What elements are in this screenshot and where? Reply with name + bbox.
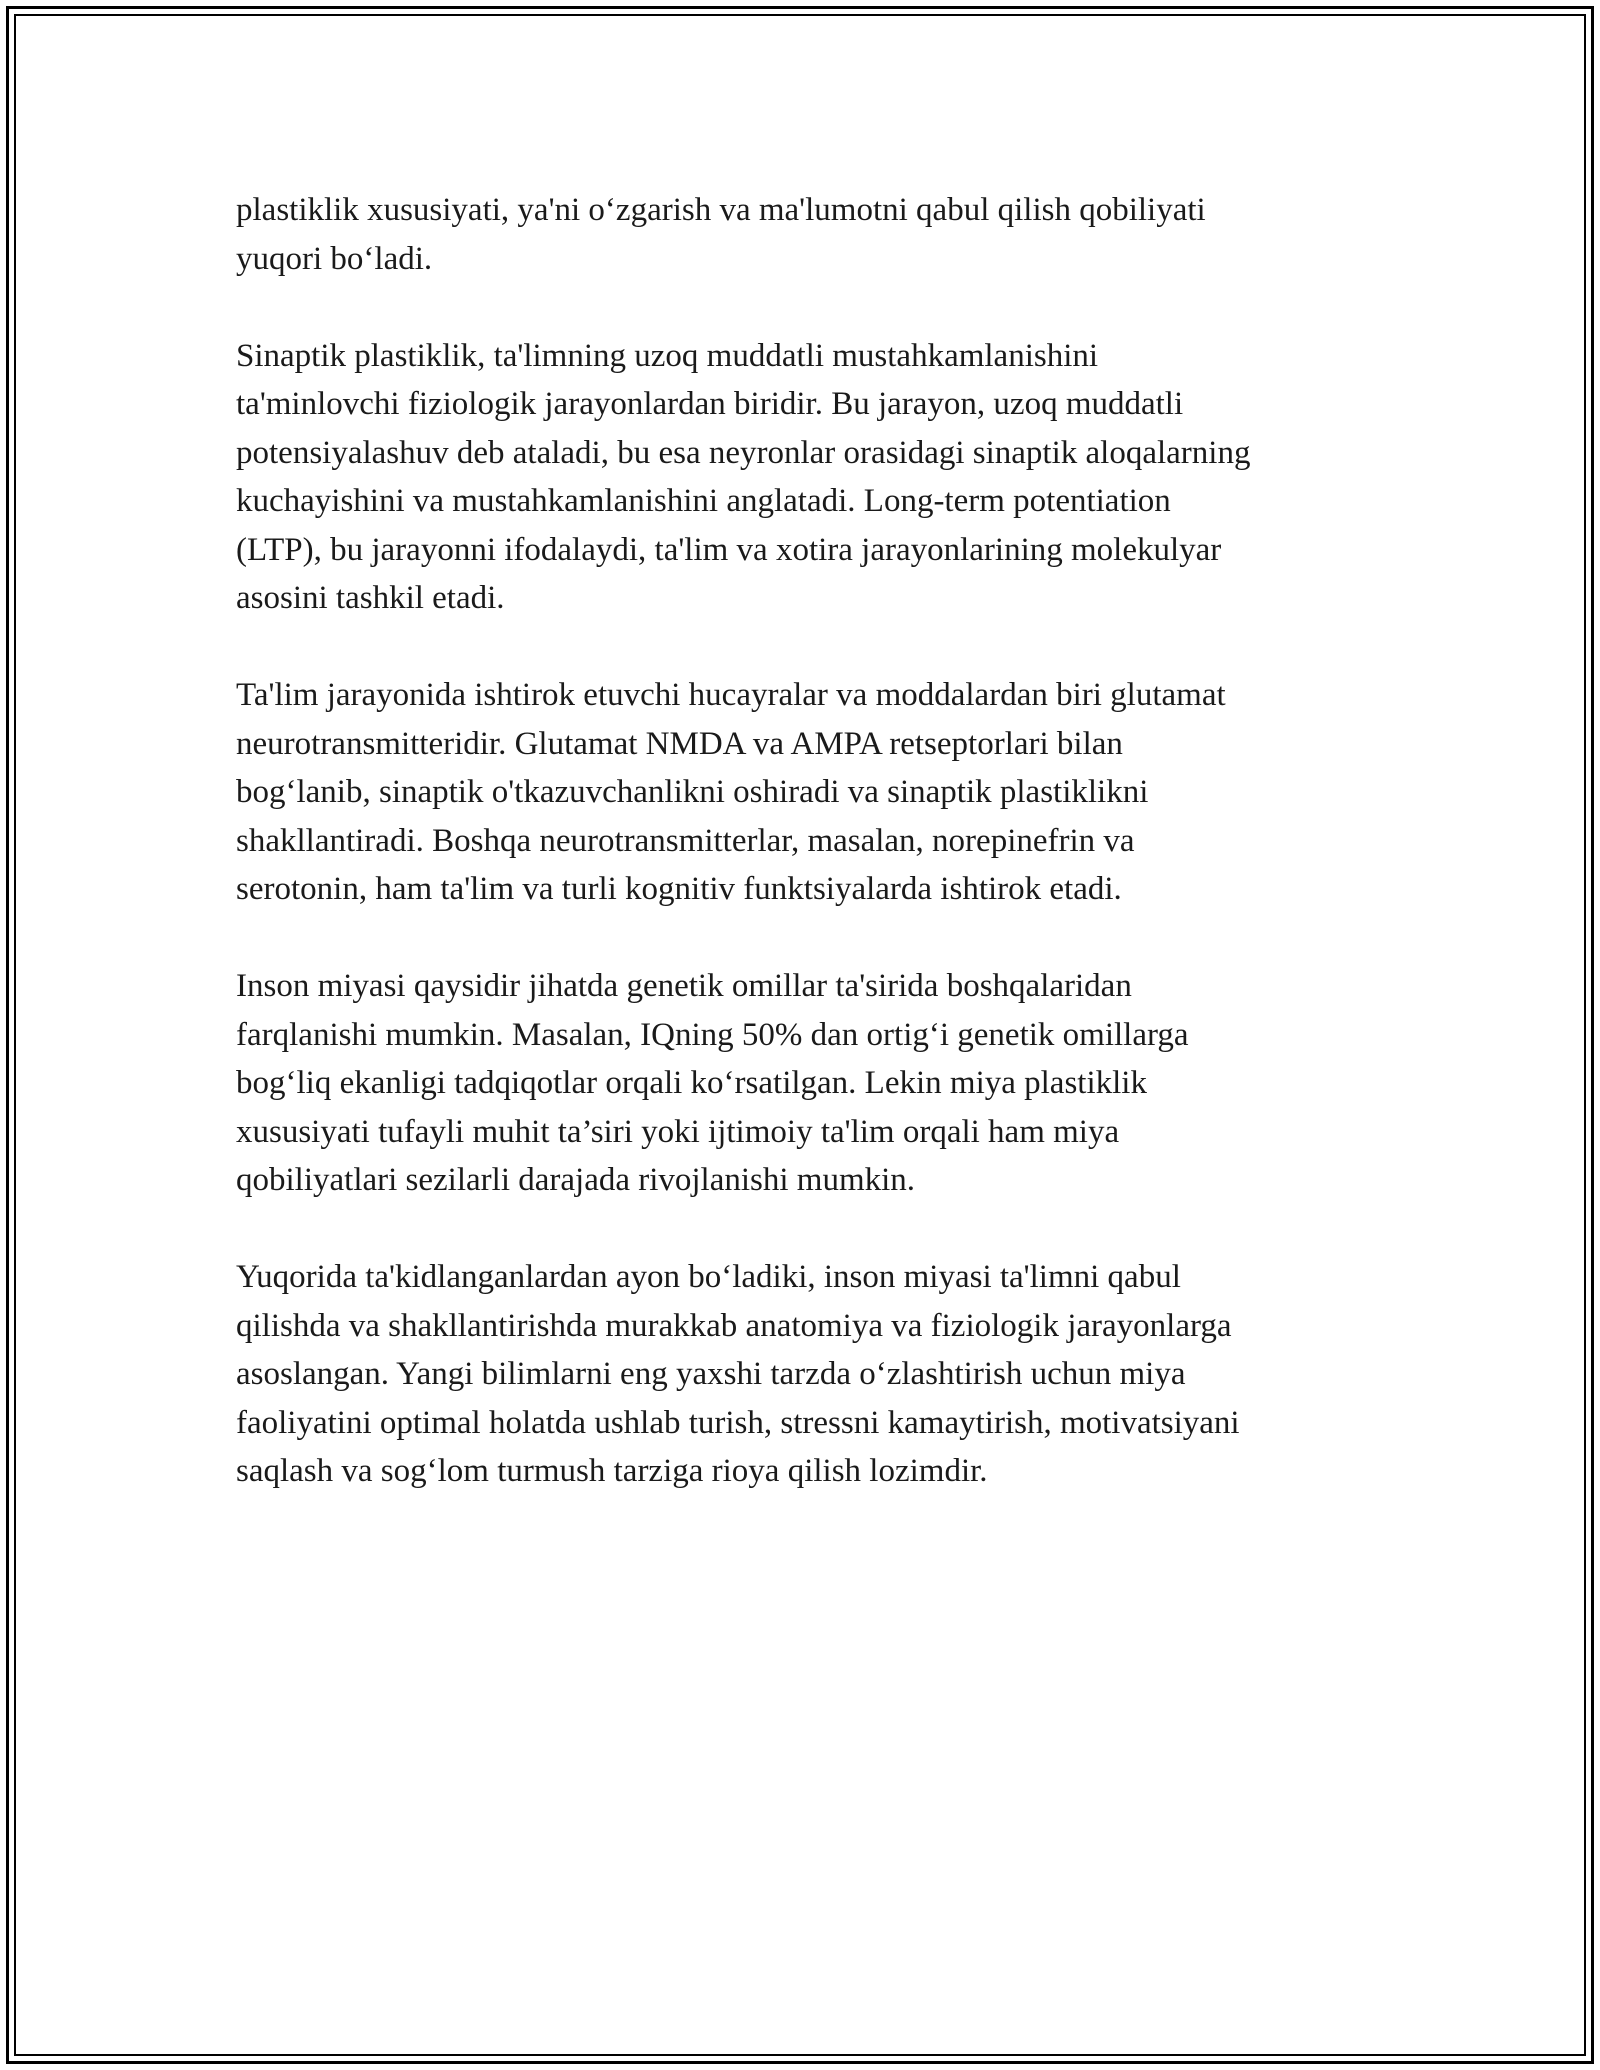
paragraph-synaptic-plasticity: Sinaptik plastiklik, ta'limning uzoq muddatli mustahkamlanishini ta'minlovchi fiziologik jarayonlardan biridir. Bu jarayon, uzoq muddatli potensiyalashuv deb ataladi, bu esa neyronlar orasidagi sinaptik aloqalarning kuchayishini va mustahkamlanishini anglatadi. Long-term potentiation (LTP), bu jarayonni ifodalaydi, ta'lim va xotira jarayonlarining molekulyar asosini tashkil etadi. (236, 337, 1251, 616)
paragraph-genetic-factors: Inson miyasi qaysidir jihatda genetik omillar ta'sirida boshqalaridan farqlanishi mumkin. Masalan, IQning 50% dan ortigʻi genetik omillarga bogʻliq ekanligi tadqiqotlar orqali koʻrsatilgan. Lekin miya plastiklik xususiyati tufayli muhit ta’siri yoki ijtimoiy ta'lim orqali ham miya qobiliyatlari sezilarli darajada rivojlanishi mumkin. (236, 968, 1189, 1198)
document-body (236, 186, 1386, 1544)
paragraph-glutamate: Ta'lim jarayonida ishtirok etuvchi hucayralar va moddalardan biri glutamat neurotransmitteridir. Glutamat NMDA va AMPA retseptorlari bilan bogʻlanib, sinaptik o'tkazuvchanlikni oshiradi va sinaptik plastiklikni shakllantiradi. Boshqa neurotransmitterlar, masalan, norepinefrin va serotonin, ham ta'lim va turli kognitiv funktsiyalarda ishtirok etadi. (236, 677, 1226, 907)
paragraph-plasticity-continuation: plastiklik xususiyati, ya'ni oʻzgarish va ma'lumotni qabul qilish qobiliyati yuqori boʻladi. (236, 192, 1206, 277)
paragraph-conclusion: Yuqorida ta'kidlanganlardan ayon boʻladiki, inson miyasi ta'limni qabul qilishda va shakllantirishda murakkab anatomiya va fiziologik jarayonlarga asoslangan. Yangi bilimlarni eng yaxshi tarzda oʻzlashtirish uchun miya faoliyatini optimal holatda ushlab turish, stressni kamaytirish, motivatsiyani saqlash va sogʻlom turmush tarziga rioya qilish lozimdir. (236, 1259, 1240, 1489)
